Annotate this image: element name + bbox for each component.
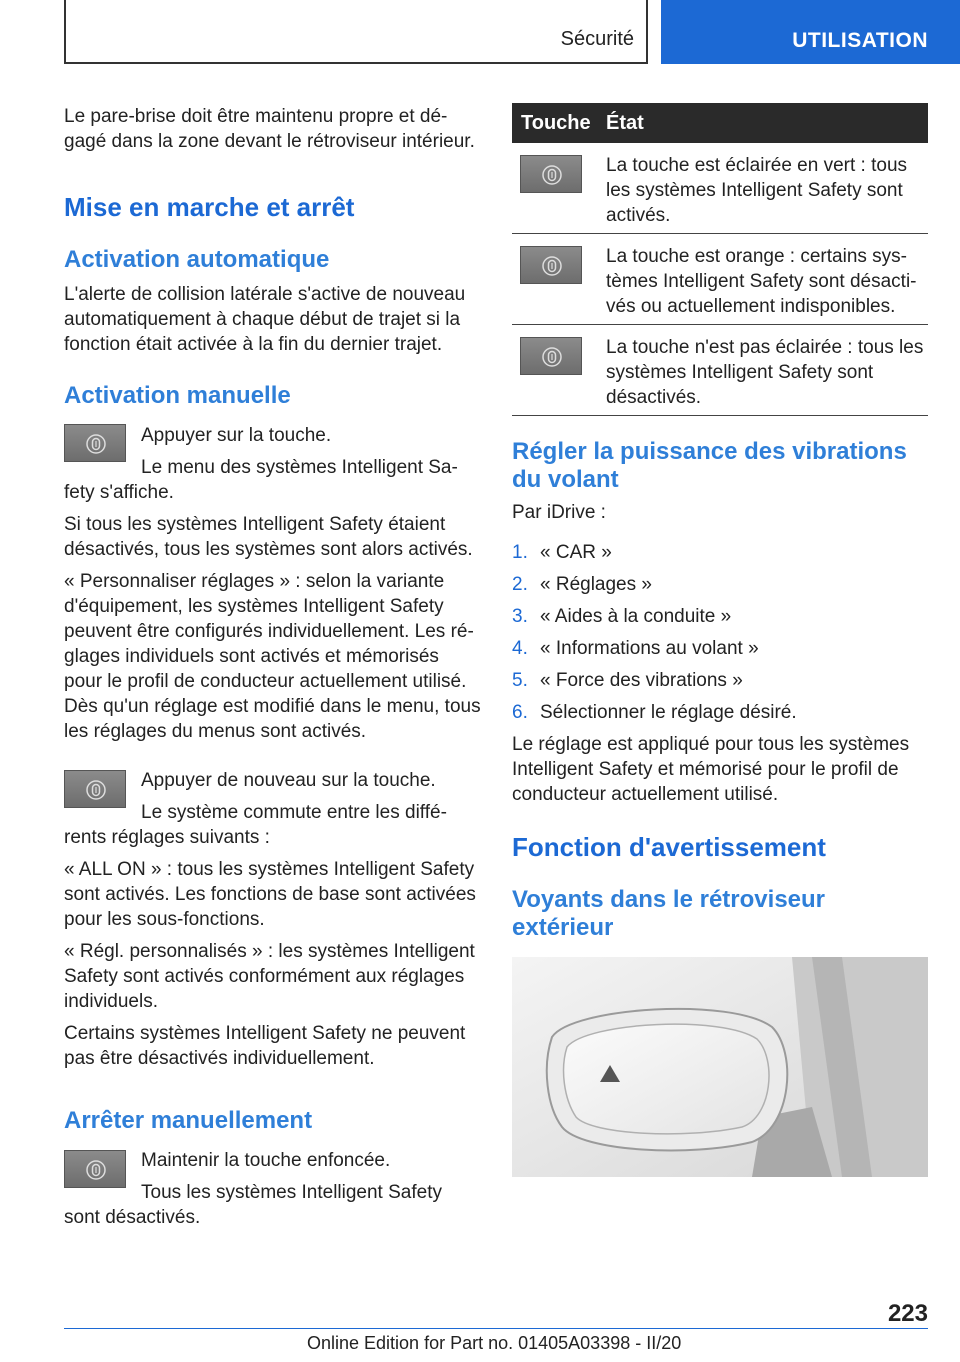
side-mirror-illustration [512,957,928,1177]
safety-shield-icon [540,345,564,369]
table-cell-state: La touche n'est pas éclairée : tous les systèmes Intelligent Safety sont désactivés. [606,337,924,408]
stop-result-line-1: Tous les systèmes Intelligent Safety [141,1182,442,1203]
switch-settings-line-1: Le système commute entre les diffé- [141,802,447,823]
list-item-number: 5. [512,670,528,691]
list-item [512,636,759,661]
stop-hold-text: Maintenir la touche enfoncée. [141,1150,391,1171]
intro-paragraph: Le pare-brise doit être maintenu propre et dé-gagé dans la zone devant le rétroviseur intérieur. [64,106,475,152]
list-item-number: 2. [512,574,528,595]
auto-activation-text: L'alerte de collision latérale s'active de nouveau automatiquement à chaque début de trajet si la fonction était activée à la fin du dernier trajet. [64,284,466,355]
heading-auto-activation: Activation automatique [64,246,330,273]
personalize-settings-text: « Personnaliser réglages » : selon la variante d'équipement, les systèmes Intelligent Safety peuvent être configurés individuellement. Les ré-glages individuels sont activés et mémorisés pour le profil de conducteur actuellement utilisé. Dès qu'un réglage est modifié dans le menu, tous les réglages du menus sont activés. [64,571,481,742]
list-item-text: Sélectionner le réglage désiré. [540,702,797,723]
applied-settings-text: Le réglage est appliqué pour tous les systèmes Intelligent Safety et mémorisé pour le profil de conducteur actuellement utilisé. [512,734,910,805]
table-row [512,143,928,234]
custom-settings-text: « Régl. personnalisés » : les systèmes Intelligent Safety sont activés conformément aux réglages individuels. [64,941,475,1012]
key-green-icon [520,155,582,193]
heading-manual-stop: Arrêter manuellement [64,1107,313,1134]
list-item [512,668,743,693]
heading-manual-activation: Activation manuelle [64,382,291,409]
list-item-text: « Force des vibrations » [540,670,743,691]
list-item-text: « Réglages » [540,574,652,595]
header-chapter-tab [661,0,960,64]
manual-all-deactivated-text: Si tous les systèmes Intelligent Safety étaient désactivés, tous les systèmes sont alors activés. [64,514,473,560]
table-header [512,103,928,143]
list-item [512,604,731,629]
table-header-state: État [606,112,644,134]
page-number: 223 [887,1300,928,1327]
key-orange-icon [520,246,582,284]
heading-warning-function: Fonction d'avertissement [512,832,826,862]
list-item [512,540,612,565]
manual-menu-line-1: Le menu des systèmes Intelligent Sa- [141,457,458,478]
heading-vibration-strength: Régler la puissance des vibrations du volant [512,438,907,493]
list-item-number: 1. [512,542,528,563]
manual-step-press: Appuyer sur la touche. [141,425,332,446]
intelligent-safety-key-icon [64,1150,126,1188]
cannot-deactivate-text: Certains systèmes Intelligent Safety ne peuvent pas être désactivés individuellement. [64,1023,466,1069]
manual-menu-line-2: fety s'affiche. [64,482,174,503]
table-header-key: Touche [521,112,591,134]
table-cell-state: La touche est éclairée en vert : tous les systèmes Intelligent Safety sont activés. [606,155,908,226]
stop-result-line-2: sont désactivés. [64,1207,201,1228]
table-row [512,325,928,416]
switch-settings-line-2: rents réglages suivants : [64,827,270,848]
key-off-icon [520,337,582,375]
table-cell-state: La touche est orange : certains sys-tèmes Intelligent Safety sont désacti-vés ou actuellement indisponibles. [606,246,917,317]
footer-divider [64,1328,928,1329]
heading-start-stop: Mise en marche et arrêt [64,192,355,222]
intelligent-safety-key-icon [64,770,126,808]
safety-shield-icon [84,1158,108,1182]
list-item [512,572,652,597]
list-item-number: 3. [512,606,528,627]
safety-shield-icon [84,432,108,456]
header-chapter-title: UTILISATION [792,29,928,52]
list-item-text: « CAR » [540,542,612,563]
list-item-text: « Aides à la conduite » [540,606,732,627]
all-on-text: « ALL ON » : tous les systèmes Intelligent Safety sont activés. Les fonctions de base sont activées pour les sous-fonctions. [64,859,476,930]
list-item [512,700,797,725]
header-section-title: Sécurité [560,28,634,50]
heading-mirror-indicators: Voyants dans le rétroviseur extérieur [512,886,826,941]
safety-shield-icon [540,163,564,187]
key-status-table [512,103,928,416]
again-press-text: Appuyer de nouveau sur la touche. [141,770,436,791]
header-section-box [64,0,648,64]
edition-text: Online Edition for Part no. 01405A03398 - II/20 [307,1333,682,1353]
safety-shield-icon [84,778,108,802]
list-item-number: 6. [512,702,528,723]
safety-shield-icon [540,254,564,278]
table-row [512,234,928,325]
intelligent-safety-key-icon [64,424,126,462]
list-item-number: 4. [512,638,528,659]
via-idrive-text: Par iDrive : [512,502,606,523]
list-item-text: « Informations au volant » [540,638,759,659]
